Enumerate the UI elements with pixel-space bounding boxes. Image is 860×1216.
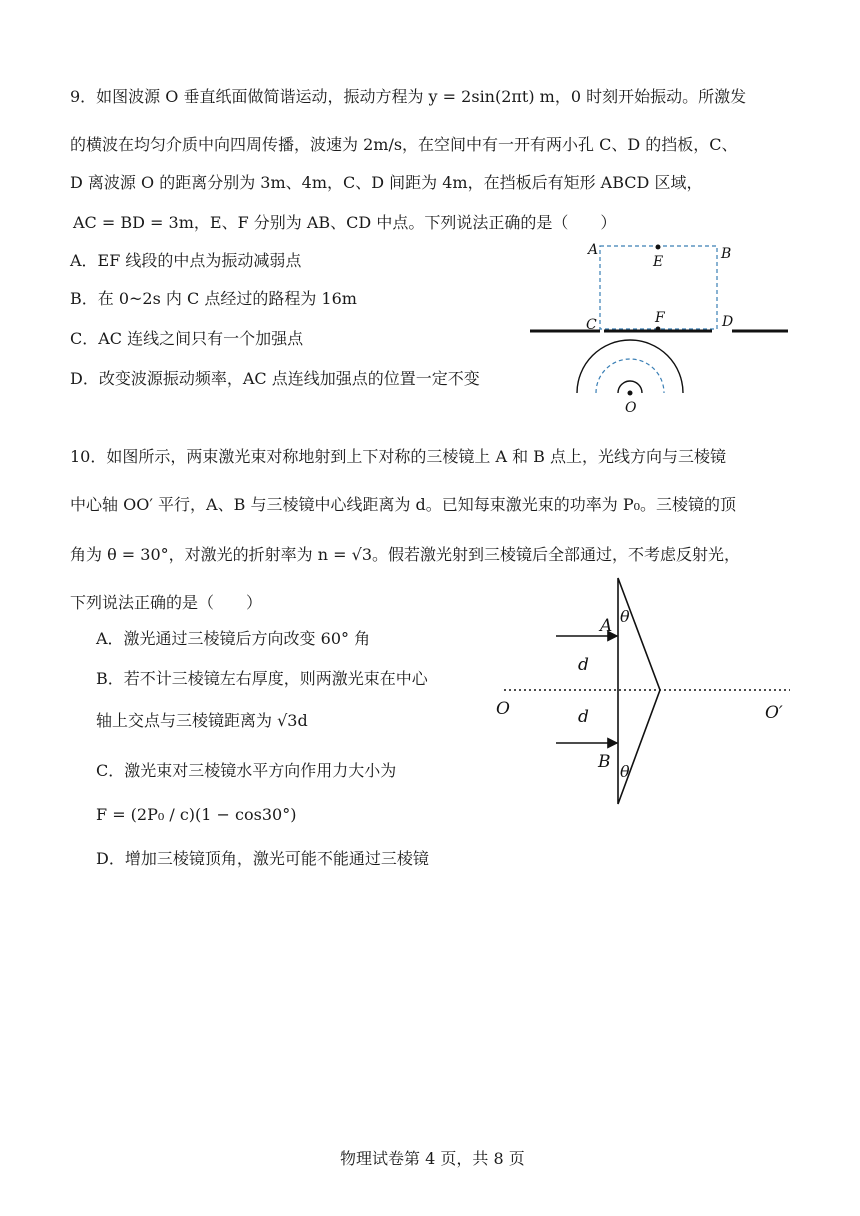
- q9-label-c: C: [586, 317, 597, 333]
- q9-point-e: [656, 245, 661, 250]
- q10-label-d-bottom: d: [578, 707, 589, 727]
- q10-label-o: O: [496, 699, 510, 719]
- page-footer: 物理试卷第 4 页，共 8 页: [340, 1149, 525, 1168]
- q10-option-b-line1: B．若不计三棱镜左右厚度，则两激光束在中心: [96, 669, 428, 688]
- q9-option-d: D．改变波源振动频率，AC 点连线加强点的位置一定不变: [70, 369, 480, 388]
- q9-rect-abcd: [600, 246, 717, 329]
- q9-label-d: D: [722, 314, 734, 330]
- q9-point-f: [656, 327, 661, 332]
- q10-option-b-line2: 轴上交点与三棱镜距离为 √3d: [96, 711, 308, 730]
- q10-option-a: A．激光通过三棱镜后方向改变 60° 角: [96, 629, 371, 648]
- q9-stem-line4: AC = BD = 3m，E、F 分别为 AB、CD 中点。下列说法正确的是（ ）: [73, 213, 617, 232]
- q10-prism: [618, 578, 660, 804]
- q9-stem-line1: 9．如图波源 O 垂直纸面做简谐运动，振动方程为 y = 2sin(2πt) m，0 时刻开始振动。所激发: [70, 87, 747, 106]
- q9-label-e: E: [653, 254, 664, 270]
- q10-stem-line4: 下列说法正确的是（ ）: [70, 593, 263, 612]
- q9-source-point: [628, 391, 633, 396]
- q10-option-c-line1: C．激光束对三棱镜水平方向作用力大小为: [96, 761, 397, 780]
- q9-stem-line3: D 离波源 O 的距离分别为 3m、4m，C、D 间距为 4m，在挡板后有矩形 ABCD 区域，: [70, 173, 703, 192]
- q9-label-o: O: [625, 400, 637, 416]
- q9-option-a: A．EF 线段的中点为振动减弱点: [70, 251, 302, 270]
- q10-label-o-prime: O′: [765, 703, 783, 723]
- q10-option-c-formula: F = (2P₀ / c)(1 − cos30°): [96, 805, 297, 824]
- q10-stem-line2: 中心轴 OO′ 平行，A、B 与三棱镜中心线距离为 d。已知每束激光束的功率为 P₀。三棱镜的顶: [70, 495, 737, 514]
- q9-label-a: A: [588, 242, 599, 258]
- q9-label-b: B: [721, 246, 732, 262]
- q9-stem-line2: 的横波在均匀介质中向四周传播，波速为 2m/s，在空间中有一开有两小孔 C、D 的挡板，C、: [70, 135, 738, 154]
- q10-label-theta-top: θ: [620, 607, 630, 626]
- q10-label-d-top: d: [578, 655, 589, 675]
- q10-stem-line1: 10．如图所示，两束激光束对称地射到上下对称的三棱镜上 A 和 B 点上，光线方向与三棱镜: [70, 447, 727, 466]
- q9-inner-arc: [618, 381, 642, 393]
- q10-option-d: D．增加三棱镜顶角，激光可能不能通过三棱镜: [96, 849, 429, 868]
- q9-option-c: C．AC 连线之间只有一个加强点: [70, 329, 304, 348]
- q10-stem-line3: 角为 θ = 30°，对激光的折射率为 n = √3。假若激光射到三棱镜后全部通过，不考虑反射光，: [70, 545, 741, 564]
- q10-label-a: A: [600, 616, 613, 636]
- q10-label-b: B: [598, 752, 611, 772]
- q9-option-b: B．在 0~2s 内 C 点经过的路程为 16m: [70, 289, 357, 308]
- q9-dashed-arc: [596, 359, 664, 393]
- q9-label-f: F: [655, 310, 665, 326]
- q10-label-theta-bottom: θ: [620, 762, 630, 781]
- q9-outer-arc: [577, 340, 683, 393]
